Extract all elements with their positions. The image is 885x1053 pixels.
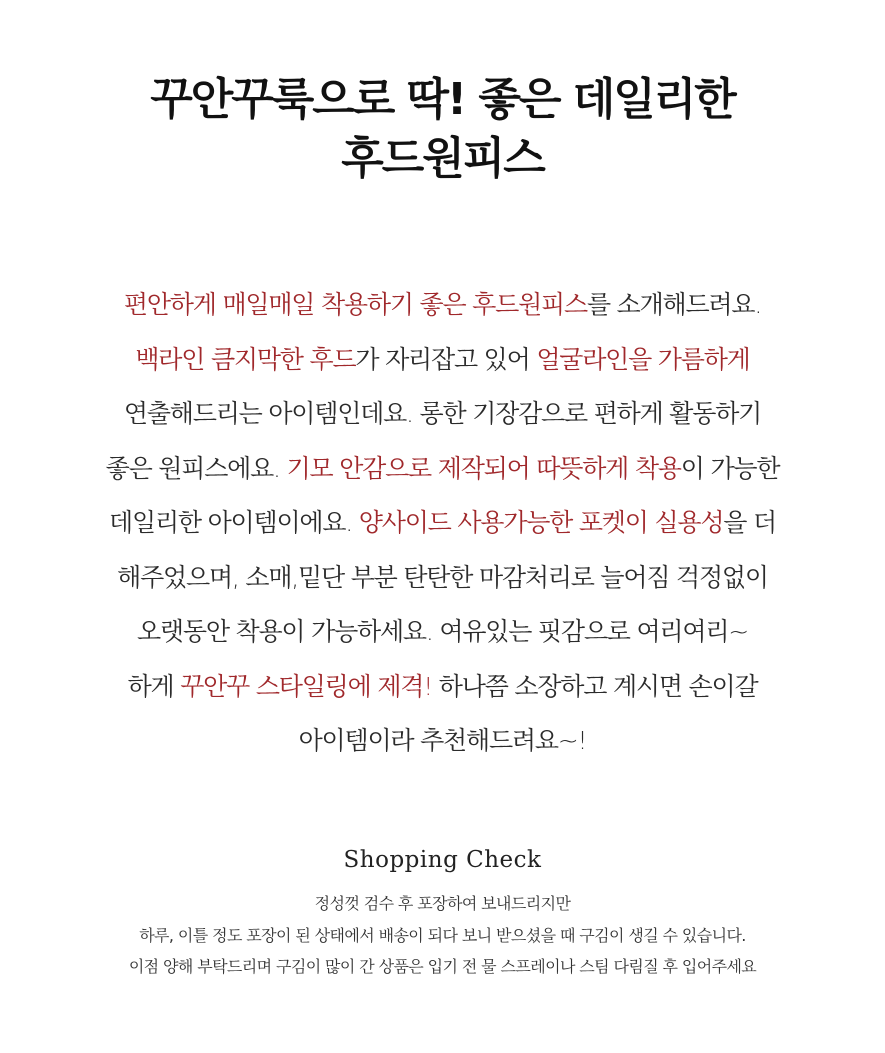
description-text: 가 자리잡고 있어 [355,344,537,374]
description-line [0,278,885,333]
description-line [0,660,885,715]
page-title [0,70,885,188]
page-title-line-2: 후드원피스 [341,133,544,184]
shopping-check-note: 하루, 이틀 정도 포장이 된 상태에서 배송이 되다 보니 받으셨을 때 구김이 생길 수 있습니다. [139,925,746,945]
description-text: 데일리한 아이템이에요. [109,508,359,537]
description-highlight: 백라인 큼지막한 후드 [135,344,356,374]
shopping-check-note: 정성껏 검수 후 포장하여 보내드리지만 [314,894,571,913]
description-text: 을 더 [723,508,776,537]
product-description [0,278,885,769]
description-line [0,387,885,442]
description-text: 하나쯤 소장하고 계시면 손이갈 [432,671,758,701]
description-line [0,714,885,769]
description-highlight: 꾸안꾸 스타일링에 제격! [180,671,433,701]
description-highlight: 편안하게 매일매일 착용하기 좋은 후드원피스 [123,290,587,319]
shopping-check-notes [0,888,885,983]
description-line [0,442,885,497]
description-text: 이 가능한 [680,453,780,483]
description-highlight: 얼굴라인을 가름하게 [536,344,750,374]
description-line [0,496,885,551]
description-text: 오랫동안 착용이 가능하세요. 여유있는 핏감으로 여리여리~ [136,617,749,646]
description-text: 하게 [127,671,181,701]
description-text: 해주었으며, 소매,밑단 부분 탄탄한 마감처리로 늘어짐 걱정없이 [117,562,768,592]
description-text: 아이템이라 추천해드려요~! [298,726,587,755]
description-line [0,551,885,606]
description-line [0,333,885,388]
description-text: 연출해드리는 아이템인데요. 롱한 기장감으로 편하게 활동하기 [123,399,762,428]
description-highlight: 기모 안감으로 제작되어 따뜻하게 착용 [286,453,681,483]
shopping-check-heading: Shopping Check [343,847,542,873]
description-highlight: 양사이드 사용가능한 포켓이 실용성 [358,508,724,537]
shopping-check-note: 이점 양해 부탁드리며 구김이 많이 간 상품은 입기 전 물 스프레이나 스팀 다림질 후 입어주세요 [128,957,757,976]
description-text: 좋은 원피스에요. [105,453,287,483]
page-title-line-1: 꾸안꾸룩으로 딱! 좋은 데일리한 [150,74,735,125]
description-line [0,605,885,660]
description-text: 를 소개해드려요. [586,290,762,319]
